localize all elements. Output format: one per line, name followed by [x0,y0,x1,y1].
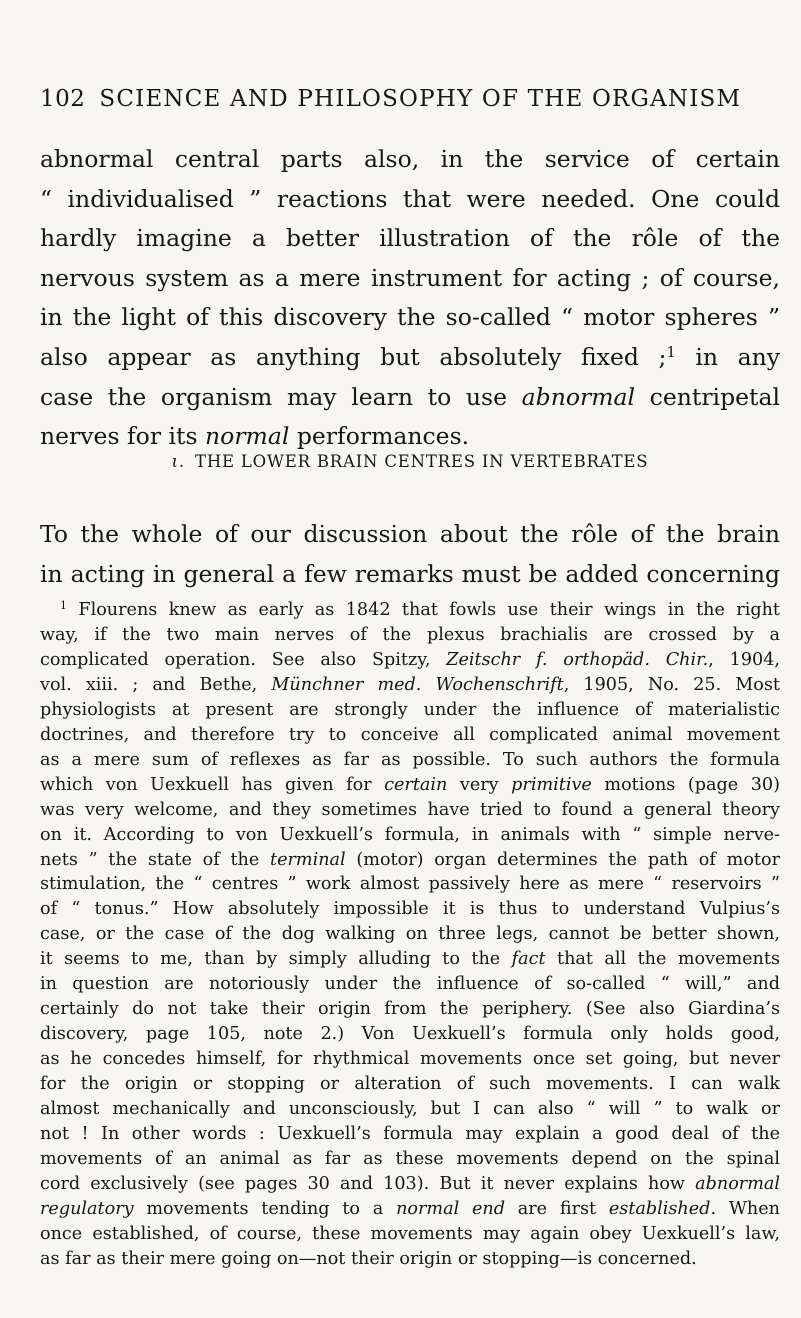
footnote-line [40,773,780,798]
footnote-line [40,1172,780,1197]
text-run: , 1905, No. 25. Most [563,674,780,695]
text-line: “ individualised ” reactions that were needed. One could [40,184,780,213]
section-title: THE LOWER BRAIN CENTRES IN VERTEBRATES [195,452,649,471]
text-run: nerves for its [40,422,206,451]
text-run: Flourens knew as early as 1842 that fowls use their wings in the right [66,600,780,620]
emphasis: normal [205,422,290,451]
footnote-line [40,848,780,873]
text-run: centripetal [635,382,780,411]
emphasis: primitive [511,774,592,795]
section-mark: ι. [171,452,185,471]
footnote-line: as a mere sum of reflexes as far as possible. To such authors the formula [40,749,780,770]
running-header [40,86,780,112]
text-run: performances. [289,422,470,451]
running-title: SCIENCE AND PHILOSOPHY OF THE ORGANISM [99,86,742,112]
text-run: which von Uexkuell has given for [40,774,385,795]
emphasis: certain [384,774,448,795]
footnote-line [40,673,780,698]
footnote-line: as he concedes himself, for rhythmical movements once set going, but never [40,1049,780,1070]
text-run: (motor) organ determines the path of motor [345,849,780,870]
text-line [40,378,780,418]
emphasis: Münchner med. Wochenschrift [271,674,564,695]
text-line [40,338,780,378]
emphasis: terminal [270,849,346,870]
footnote-line: in question are notoriously under the influence of so-called “ will,” and [40,974,780,995]
footnote-line [40,598,780,623]
emphasis: Zeitschr f. orthopäd. Chir. [446,649,709,670]
text-line: abnormal central parts also, in the service of certain [40,145,780,173]
footnote-line: not ! In other words : Uexkuell’s formula may explain a good deal of the [40,1124,780,1145]
emphasis: fact [511,949,546,970]
section-heading [40,452,780,471]
footnote-line: of “ tonus.” How absolutely impossible it is thus to understand Vulpius’s [40,899,780,920]
text-line: in the light of this discovery the so-called “ motor spheres ” [40,303,780,332]
footnote-line: physiologists at present are strongly under the influence of materialistic [40,699,780,720]
paragraph [40,515,780,594]
text-run: very [447,774,512,795]
footnote-line: discovery, page 105, note 2.) Von Uexkuell’s formula only holds good, [40,1024,780,1045]
footnote-line: for the origin or stopping or alteration of such movements. I can walk [40,1074,780,1095]
footnote-line: certainly do not take their origin from the periphery. (See also Giardina’s [40,999,780,1020]
footnote-line: movements of an animal as far as these movements depend on the spinal [40,1148,780,1169]
footnote-line [40,648,780,673]
emphasis: abnormal [521,382,636,411]
text-line: To the whole of our discussion about the rôle of the brain [40,520,780,548]
text-run: that all the movements [545,949,780,970]
text-run: , 1904, [708,649,780,670]
emphasis: abnormal [695,1173,780,1194]
text-run: movements tending to a [133,1198,397,1219]
text-run: complicated operation. See also Spitzy, [40,649,447,670]
text-run: in any [675,342,780,371]
text-run: also appear as anything but absolutely fixed ; [40,342,667,371]
emphasis: regulatory [40,1198,134,1219]
footnote-line: once established, of course, these movements may again obey Uexkuell’s law, [40,1223,780,1244]
footnote-line: almost mechanically and unconsciously, but I can also “ will ” to walk or [40,1099,780,1120]
text-line: nervous system as a mere instrument for acting ; of course, [40,263,780,292]
footnote-line [40,1197,780,1222]
footnote-line: on it. According to von Uexkuell’s formula, in animals with “ simple nerve- [40,824,780,845]
text-line [40,417,780,457]
paragraph-continued [40,140,780,457]
footnote-line: doctrines, and therefore try to conceive all complicated animal movement [40,724,780,745]
text-run: it seems to me, than by simply alluding to the [40,949,512,970]
footnote-line: case, or the case of the dog walking on three legs, cannot be better shown, [40,924,780,945]
footnote-marker: 1 [60,599,67,612]
footnote-line: as far as their mere going on—not their origin or stopping—is concerned. [40,1248,697,1269]
text-run: . When [710,1198,780,1219]
footnote-line [40,947,780,972]
text-run: case the organism may learn to use [40,382,522,411]
text-run: nets ” the state of the [40,849,271,870]
page-number: 102 [40,86,86,112]
emphasis: normal end [396,1198,505,1219]
footnote-line: stimulation, the “ centres ” work almost passively here as mere “ reservoirs ” [40,874,780,895]
footnote [40,598,780,1272]
text-run: cord exclusively (see pages 30 and 103). But it never explains how [40,1173,696,1194]
text-run: motions (page 30) [591,774,780,795]
footnote-reference: 1 [666,343,676,361]
text-line: in acting in general a few remarks must be added concerning [40,559,780,588]
footnote-line: way, if the two main nerves of the plexus brachialis are crossed by a [40,624,780,645]
footnote-line: was very welcome, and they sometimes have tried to found a general theory [40,799,780,820]
text-run: vol. xiii. ; and Bethe, [40,674,272,695]
text-run: are first [504,1198,609,1219]
emphasis: established [608,1198,711,1219]
text-line: hardly imagine a better illustration of the rôle of the [40,224,780,253]
